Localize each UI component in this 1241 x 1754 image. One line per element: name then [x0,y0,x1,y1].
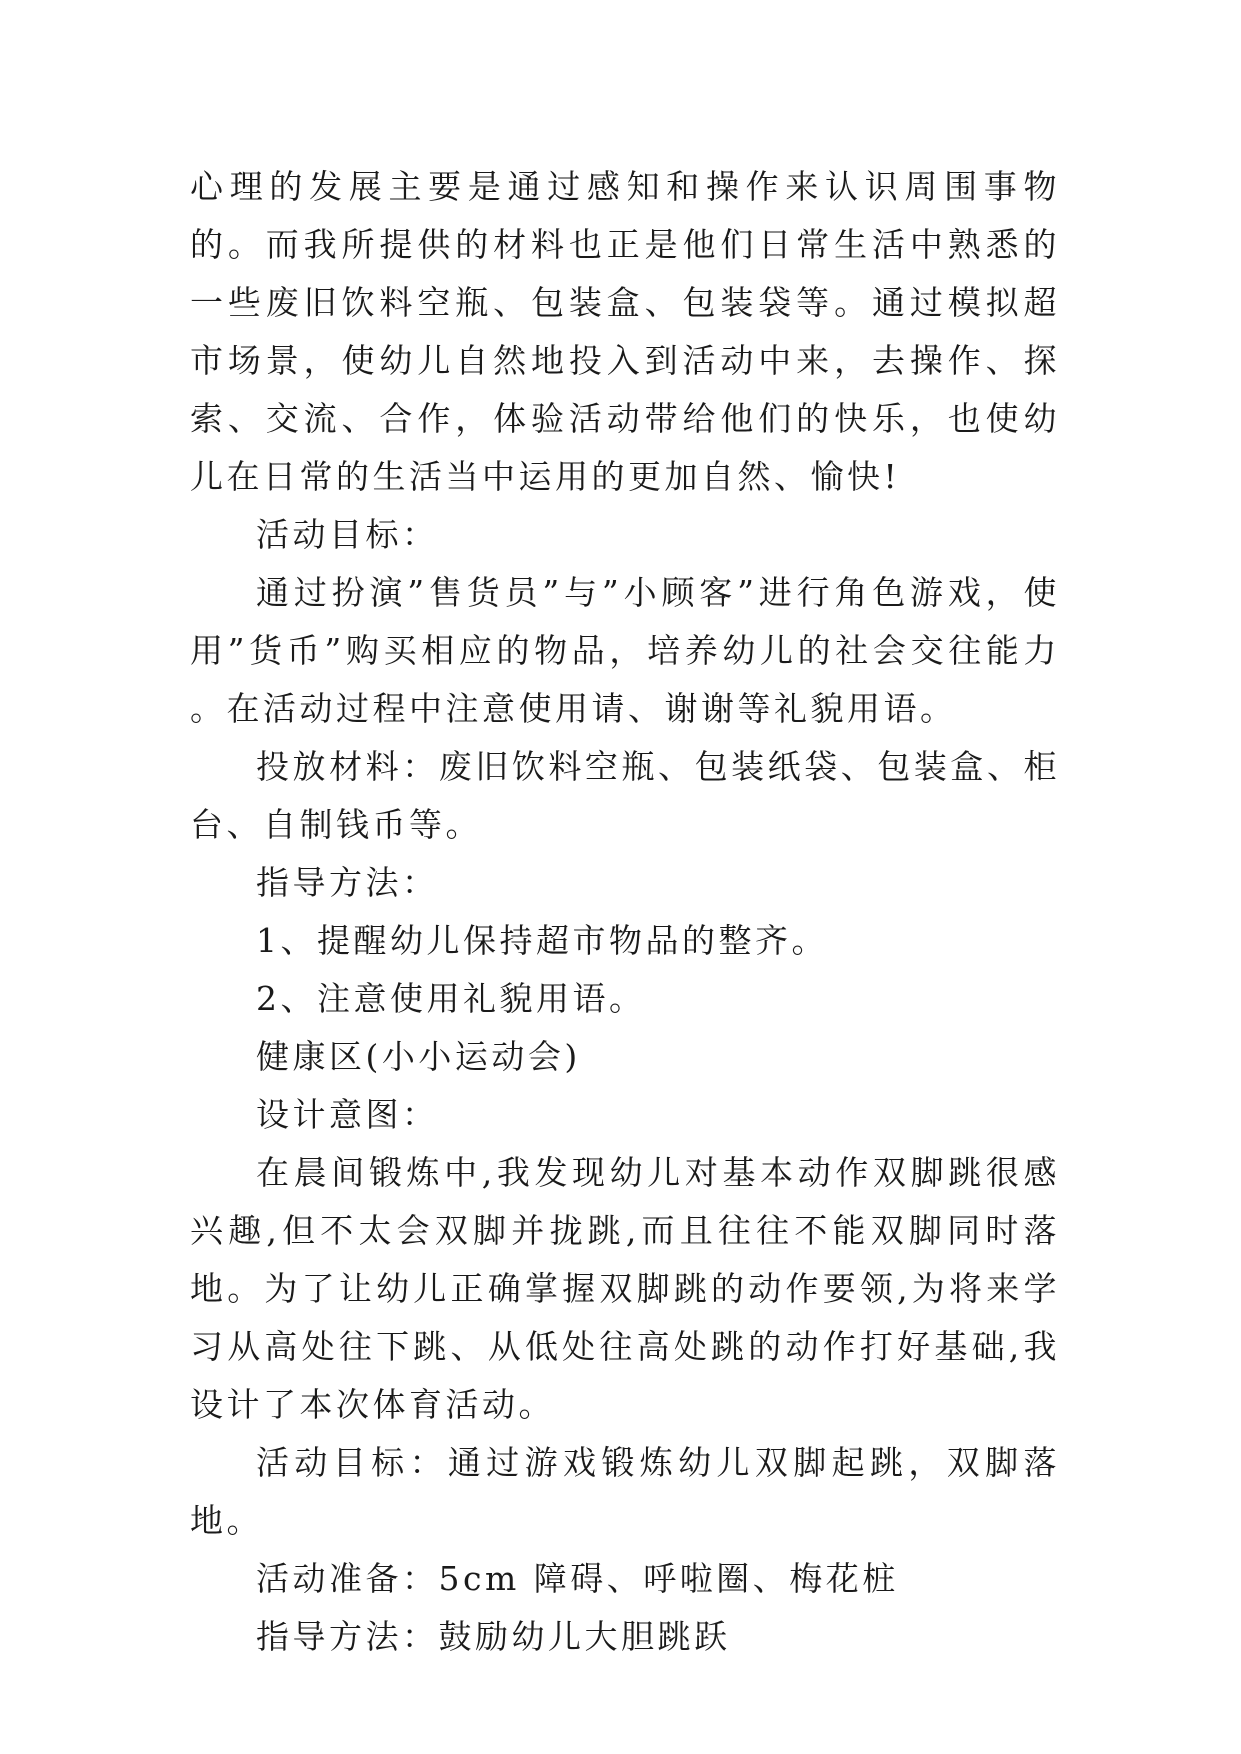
list-item-guidance-1: 1、提醒幼儿保持超市物品的整齐。 [256,921,828,960]
heading-health-area: 健康区(小小运动会) [256,1037,581,1076]
heading-design-intent: 设计意图： [256,1095,439,1134]
list-item-guidance-2: 2、注意使用礼貌用语。 [256,979,646,1018]
paragraph-activity-goal: 通过扮演”售货员”与”小顾客”进行角色游戏，使用”货币”购买相应的物品，培养幼儿的社会交往能力 。在活动过程中注意使用请、谢谢等礼貌用语。 [190,573,1060,728]
paragraph-health-preparation: 活动准备：5cm 障碍、呼啦圈、梅花桩 [256,1559,899,1598]
heading-activity-goal: 活动目标： [256,515,439,554]
document-body [190,158,1060,1666]
paragraph-design-intent: 在晨间锻炼中,我发现幼儿对基本动作双脚跳很感兴趣,但不太会双脚并拢跳,而且往往不能双脚同时落地。为了让幼儿正确掌握双脚跳的动作要领,为将来学习从高处往下跳、从低处往高处跳的动作打好基础,我设计了本次体育活动。 [190,1153,1060,1424]
paragraph-health-guidance: 指导方法：鼓励幼儿大胆跳跃 [256,1617,731,1656]
heading-guidance-method: 指导方法： [256,863,439,902]
paragraph-health-goal: 活动目标：通过游戏锻炼幼儿双脚起跳，双脚落地。 [190,1443,1060,1540]
paragraph-intro: 心理的发展主要是通过感知和操作来认识周围事物的。而我所提供的材料也正是他们日常生活中熟悉的一些废旧饮料空瓶、包装盒、包装袋等。通过模拟超市场景，使幼儿自然地投入到活动中来，去操作、探索、交流、合作，体验活动带给他们的快乐，也使幼儿在日常的生活当中运用的更加自然、愉快! [190,167,1060,496]
paragraph-materials: 投放材料：废旧饮料空瓶、包装纸袋、包装盒、柜台、自制钱币等。 [190,747,1060,844]
